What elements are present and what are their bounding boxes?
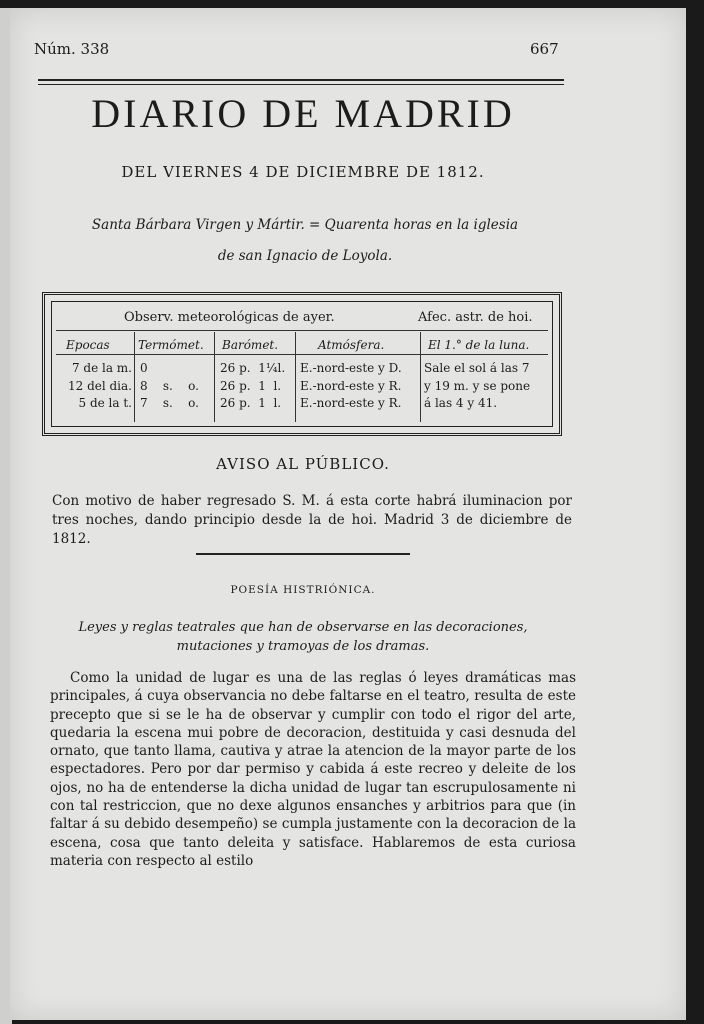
table-divider bbox=[56, 354, 548, 355]
top-rule-thin bbox=[38, 84, 564, 85]
termometro-cells: 0 8 s. o. 7 s. o. bbox=[140, 361, 199, 410]
aviso-text: Con motivo de haber regresado S. M. á esta corte habrá iluminacion por tres noches, dando principio desde la de hoi. Madrid 3 de diciembre de 1812. bbox=[52, 493, 572, 547]
col-header-termometro: Termómet. bbox=[138, 338, 204, 352]
top-rule bbox=[38, 79, 564, 81]
col-header-epocas: Epocas bbox=[66, 338, 110, 352]
saints-line-1: Santa Bárbara Virgen y Mártir. = Quarenta horas en la iglesia bbox=[91, 217, 519, 233]
table-divider bbox=[56, 330, 548, 331]
luna-cells: Sale el sol á las 7 y 19 m. y se pone á las 4 y 41. bbox=[424, 361, 531, 410]
section-heading: POESÍA HISTRIÓNICA. bbox=[230, 584, 376, 596]
issue-number: Núm. 338 bbox=[34, 40, 110, 58]
weather-table bbox=[42, 292, 562, 436]
saints-line-2: de san Ignacio de Loyola. bbox=[217, 248, 393, 264]
weather-title: Observ. meteorológicas de ayer. bbox=[124, 310, 335, 325]
ornament-divider bbox=[196, 553, 410, 563]
col-header-luna: El 1.° de la luna. bbox=[428, 338, 530, 352]
atmosfera-cells: E.-nord-este y D. E.-nord-este y R. E.-nord-este y R. bbox=[300, 361, 402, 410]
column-divider bbox=[214, 332, 215, 422]
saints-of-day bbox=[50, 210, 560, 272]
dateline: DEL VIERNES 4 DE DICIEMBRE DE 1812. bbox=[121, 163, 485, 181]
article-paragraph: Como la unidad de lugar es una de las reglas ó leyes dramáticas mas principales, á cuya observancia no debe faltarse en el teatro, resulta de este precepto que si se le ha de observar y cumplir con todo el rigor del arte, quedaria la escena mui pobre de decoracion, destituida y casi desnuda del ornato, que tanto llama, cautiva y atrae la atencion de la mayor parte de los espectadores. Pero por dar permiso y cabida á este recreo y deleite de los ojos, no ha de entenderse la dicha unidad de lugar tan escrupulosamente ni con tal restriccion, que no dexe algunos ensanches y arbitrios para que (in faltar á su debido desempeño) se cumpla justamente con la decoracion de la escena, cosa que tanto deleita y satisface. Hablaremos de esta curiosa materia con respecto al estilo bbox=[50, 670, 576, 869]
barometro-cells: 26 p. 1¼l. 26 p. 1 l. 26 p. 1 l. bbox=[220, 361, 286, 410]
column-divider bbox=[295, 332, 296, 422]
section-subtitle: Leyes y reglas teatrales que han de observarse en las decoraciones, mutaciones y tramoyas de los dramas. bbox=[78, 620, 528, 654]
epocas-cells: 7 de la m. 12 del dia. 5 de la t. bbox=[67, 361, 132, 410]
masthead-title: DIARIO DE MADRID bbox=[91, 91, 515, 136]
col-header-barometro: Barómet. bbox=[222, 338, 279, 352]
column-divider bbox=[420, 332, 421, 422]
page-number: 667 bbox=[530, 40, 559, 58]
aviso-heading: AVISO AL PÚBLICO. bbox=[216, 455, 390, 473]
article-body bbox=[50, 669, 576, 870]
col-header-atmosfera: Atmósfera. bbox=[318, 338, 385, 352]
astro-title: Afec. astr. de hoi. bbox=[418, 310, 533, 325]
column-divider bbox=[134, 332, 135, 422]
